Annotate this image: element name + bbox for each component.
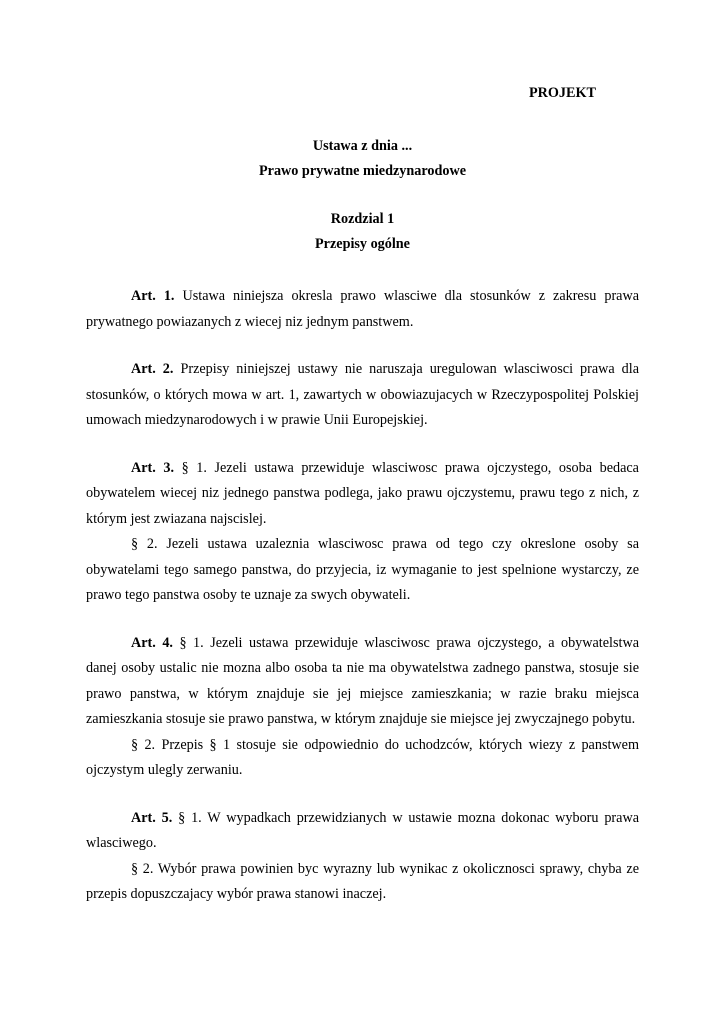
article-paragraph xyxy=(86,631,639,733)
article-label: Art. 2. xyxy=(131,361,174,377)
article-paragraph xyxy=(86,456,639,533)
article-paragraph xyxy=(86,857,639,908)
article-paragraph xyxy=(86,284,639,335)
article-text: § 2. Wybór prawa powinien byc wyrazny lub wynikac z okolicznosci sprawy, chyba ze przepis dopuszczajacy wybór prawa stanowi inaczej. xyxy=(86,860,639,902)
article-3 xyxy=(86,456,639,609)
article-text: Przepisy niniejszej ustawy nie naruszaja uregulowan wlasciwosci prawa dla stosunków, o których mowa w art. 1, zawartych w obowiazujacych w Rzeczypospolitej Polskiej umowach miedzynarodowych i w prawie Unii Europejskiej. xyxy=(86,361,639,428)
article-text: § 1. Jezeli ustawa przewiduje wlasciwosc prawa ojczystego, osoba bedaca obywatelem wiecej niz jednego panstwa podlega, jako prawu ojczystemu, prawu tego z nich, z którym jest zwiazana najscislej. xyxy=(86,459,639,527)
article-label: Art. 1. xyxy=(131,288,175,304)
article-label: Art. 4. xyxy=(131,634,173,651)
article-text: § 2. Przepis § 1 stosuje sie odpowiednio do uchodzców, których wiezy z panstwem ojczystym ulegly zerwaniu. xyxy=(86,736,639,778)
article-text: § 1. Jezeli ustawa przewiduje wlasciwosc prawa ojczystego, a obywatelstwa danej osoby ustalic nie mozna albo osoba ta nie ma obywatelstwa zadnego panstwa, stosuje sie prawo panstwa, w którym znajduje sie jej miejsce zamieszkania; w razie braku miejsca zamieszkania stosuje sie prawo panstwa, w którym znajduje sie miejsce jej zwyczajnego pobytu. xyxy=(86,634,639,727)
article-label: Art. 5. xyxy=(131,809,173,826)
article-5 xyxy=(86,806,639,908)
chapter-number: Rozdzial 1 xyxy=(330,211,395,227)
project-label: PROJEKT xyxy=(528,85,596,101)
act-title-name: Prawo prywatne miedzynarodowe xyxy=(258,163,466,179)
articles-list xyxy=(86,284,639,930)
article-4 xyxy=(86,631,639,784)
article-paragraph xyxy=(86,532,639,609)
article-2 xyxy=(86,357,639,434)
article-text: § 1. W wypadkach przewidzianych w ustawie mozna dokonac wyboru prawa wlasciwego. xyxy=(86,809,639,851)
article-text: § 2. Jezeli ustawa uzaleznia wlasciwosc prawa od tego czy okreslone osoby sa obywatelami tego samego panstwa, do przyjecia, iz wymaganie to jest spelnione wystarczy, ze prawo tego panstwa osoby te uznaje za swych obywateli. xyxy=(86,536,639,603)
article-paragraph xyxy=(86,357,639,434)
article-paragraph xyxy=(86,806,639,857)
article-1 xyxy=(86,284,639,335)
article-text: Ustawa niniejsza okresla prawo wlasciwe dla stosunków z zakresu prawa prywatnego powiazanych z wiecej niz jednym panstwem. xyxy=(86,288,640,330)
article-paragraph xyxy=(86,733,639,784)
chapter-title: Przepisy ogólne xyxy=(315,236,410,252)
act-title-date: Ustawa z dnia ... xyxy=(312,138,413,154)
article-label: Art. 3. xyxy=(131,459,175,476)
